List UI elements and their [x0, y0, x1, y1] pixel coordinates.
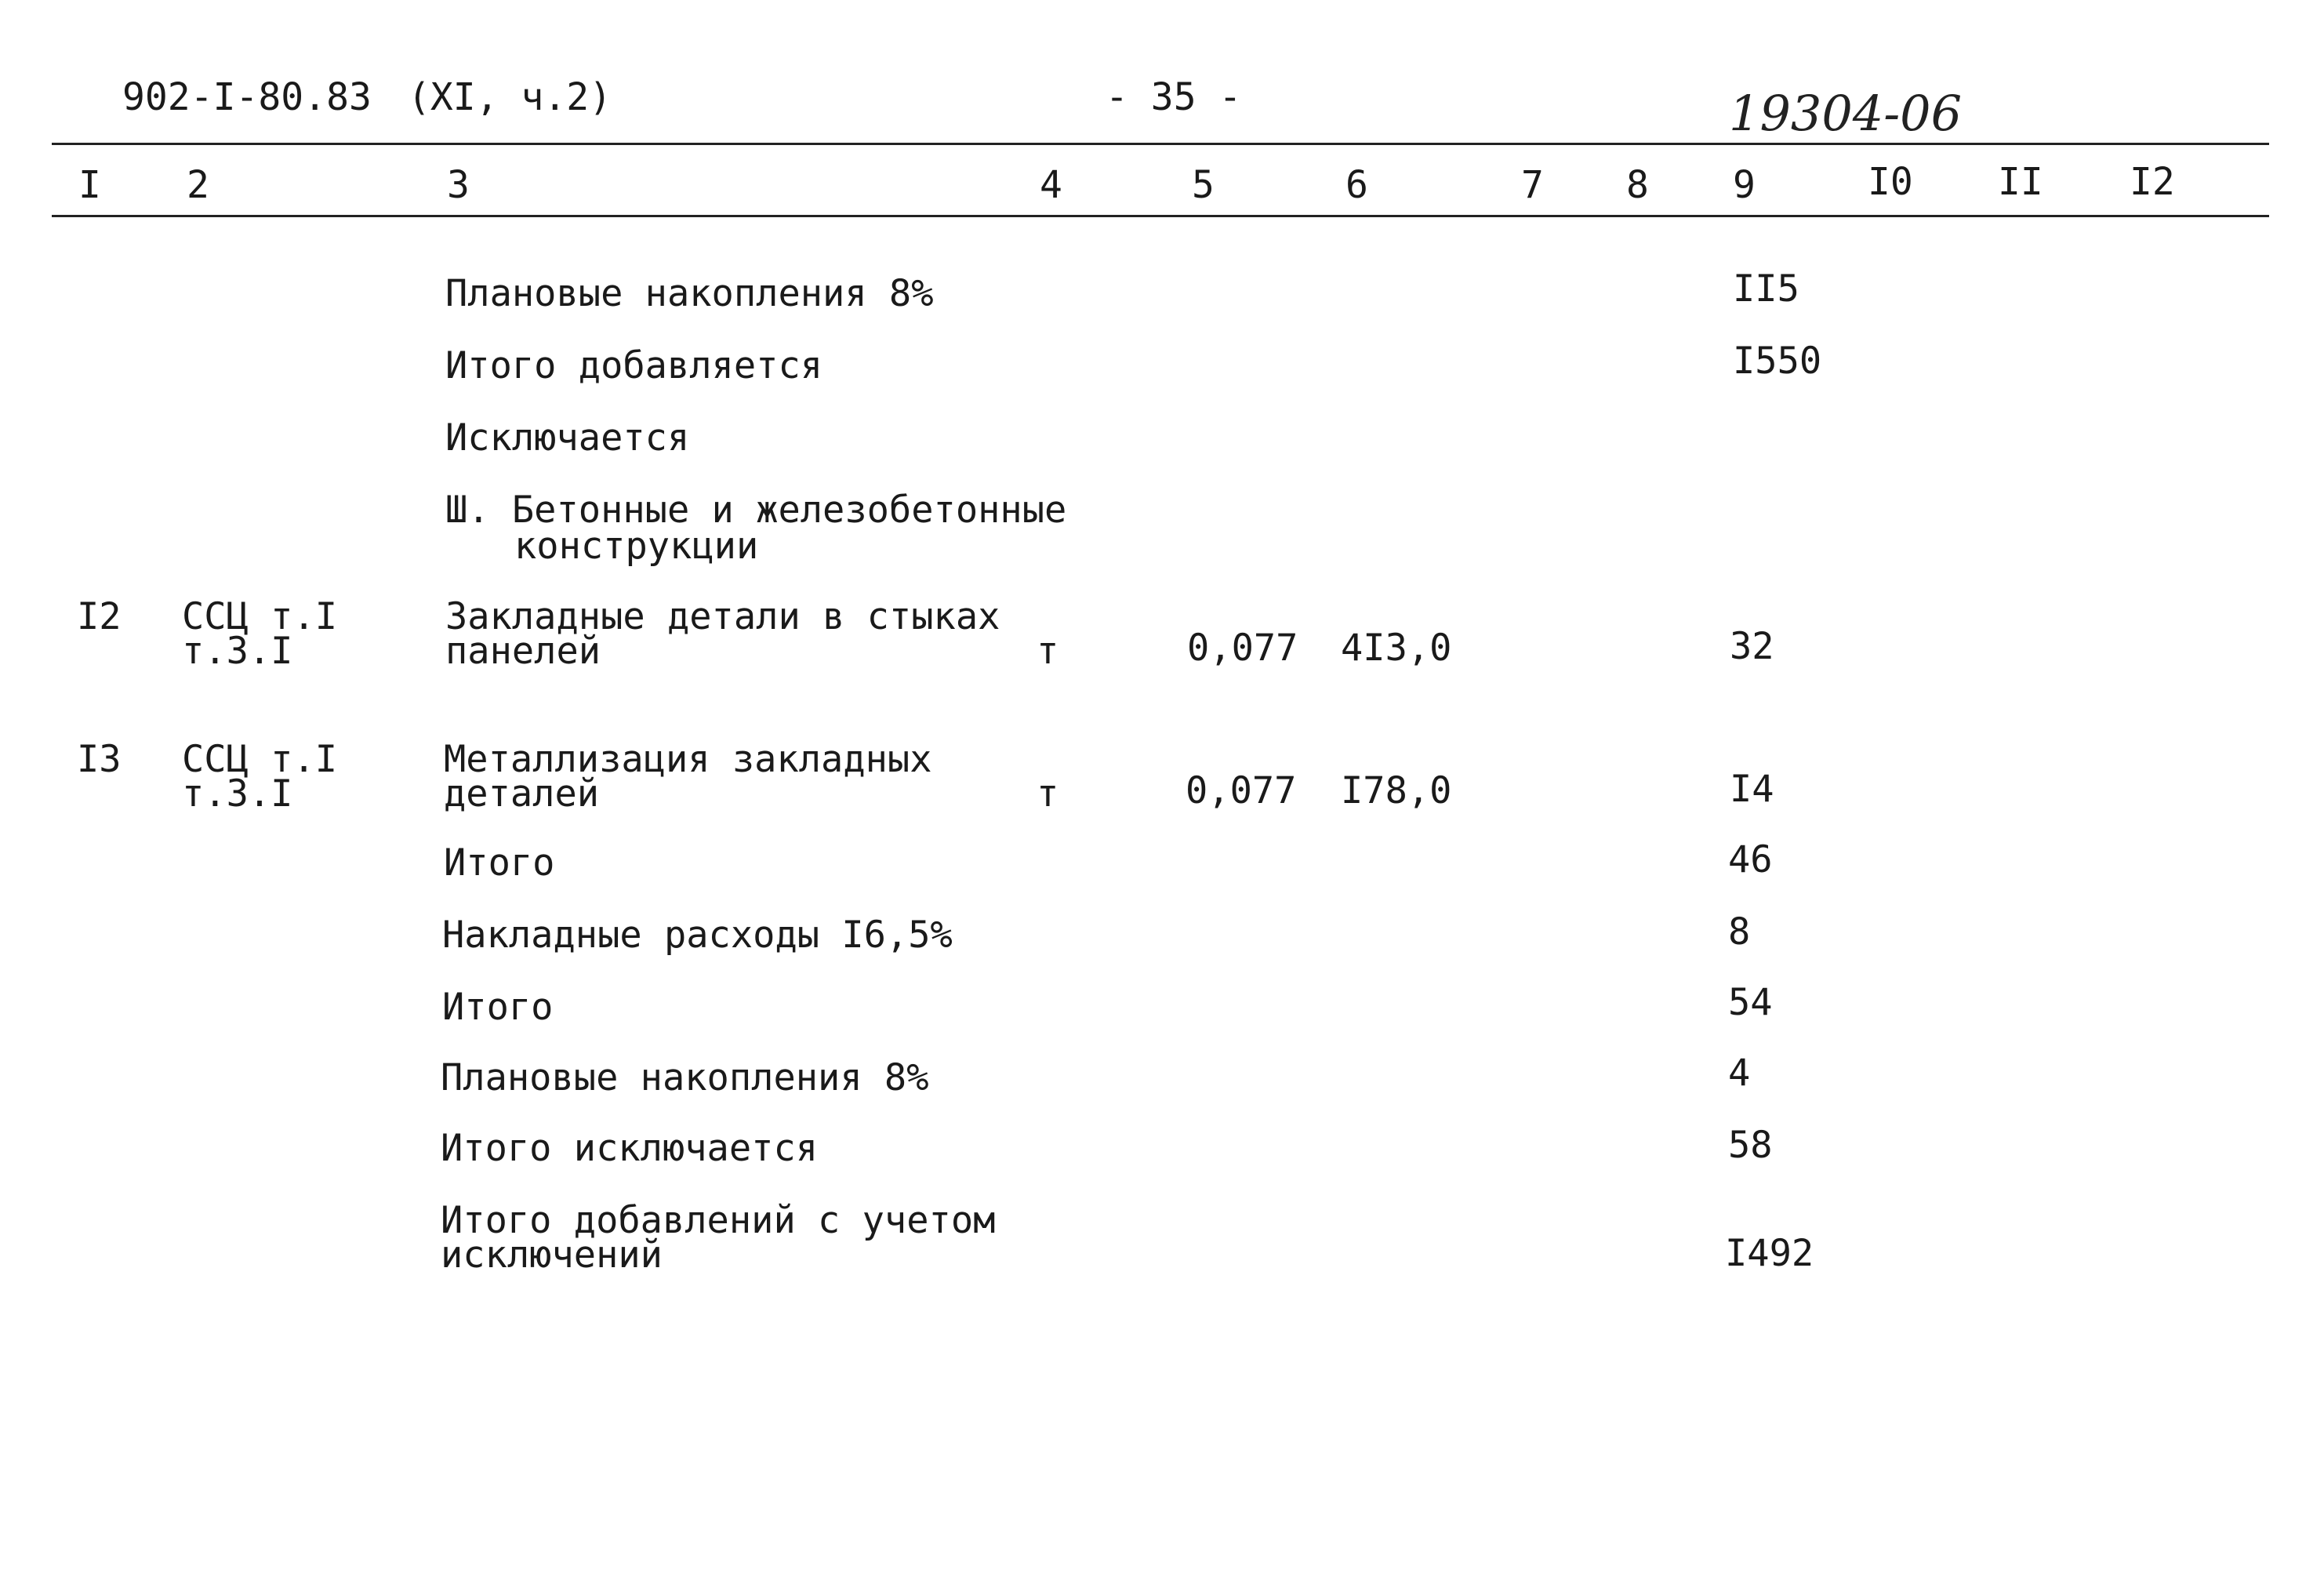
row-unit: т — [1037, 772, 1059, 816]
row-number: I2 — [77, 595, 122, 638]
column-number-11: II — [1998, 160, 2043, 204]
row-description: Итого добавлений с учетом — [441, 1199, 996, 1242]
row-unit-price: 4I3,0 — [1341, 627, 1452, 670]
header-rule-top — [52, 143, 2269, 145]
column-number-2: 2 — [187, 163, 209, 207]
row-description: Итого исключается — [441, 1127, 819, 1170]
section-heading-continuation: конструкции — [514, 525, 759, 568]
row-reference: ССЦ т.I — [182, 738, 338, 781]
row-quantity: 0,077 — [1187, 627, 1298, 670]
column-number-3: 3 — [447, 163, 470, 207]
row-total: I4 — [1730, 768, 1774, 811]
row-total: II5 — [1733, 267, 1799, 311]
column-number-5: 5 — [1192, 163, 1215, 207]
row-description: Исключается — [445, 416, 690, 460]
column-number-4: 4 — [1040, 163, 1062, 207]
column-number-10: I0 — [1868, 160, 1913, 204]
column-number-6: 6 — [1345, 163, 1368, 207]
header-rule-bottom — [52, 215, 2269, 217]
column-number-1: I — [78, 163, 101, 207]
row-total: 46 — [1728, 838, 1773, 881]
row-description: Металлизация закладных — [444, 738, 932, 781]
row-quantity: 0,077 — [1186, 769, 1297, 812]
row-description: Итого — [442, 986, 554, 1029]
row-description: Итого добавляется — [445, 344, 823, 387]
row-unit-price: I78,0 — [1341, 769, 1452, 812]
row-total: I492 — [1725, 1232, 1814, 1275]
row-total: 8 — [1728, 910, 1751, 954]
row-unit: т — [1037, 630, 1059, 673]
row-description: Закладные детали в стыках — [445, 595, 1000, 638]
row-reference-line2: т.3.I — [182, 772, 293, 816]
row-reference: ССЦ т.I — [182, 595, 338, 638]
page-number: - 35 - — [1106, 75, 1242, 119]
document-code: 902-I-80.83 — [122, 75, 372, 119]
row-description: Плановые накопления 8% — [441, 1056, 929, 1099]
row-description: Плановые накопления 8% — [445, 272, 934, 315]
column-number-8: 8 — [1626, 163, 1649, 207]
row-description-line2: исключений — [441, 1233, 663, 1277]
row-description: Итого — [444, 841, 555, 885]
row-description: Накладные расходы I6,5% — [442, 914, 953, 957]
row-total: 32 — [1730, 625, 1774, 668]
handwritten-inventory-number: 19304-06 — [1729, 85, 1963, 142]
section-heading: Ш. Бетонные и железобетонные — [445, 489, 1067, 532]
column-number-9: 9 — [1733, 163, 1756, 207]
row-reference-line2: т.3.I — [182, 630, 293, 673]
row-total: 58 — [1728, 1124, 1773, 1167]
row-total: 4 — [1728, 1052, 1751, 1095]
row-description-line2: панелей — [445, 630, 601, 673]
row-total: I550 — [1733, 340, 1822, 383]
row-total: 54 — [1728, 981, 1773, 1024]
column-number-12: I2 — [2130, 160, 2175, 204]
row-description-line2: деталей — [444, 772, 600, 816]
volume-label: (XI, ч.2) — [408, 75, 612, 119]
column-number-7: 7 — [1521, 163, 1544, 207]
row-number: I3 — [77, 738, 122, 781]
